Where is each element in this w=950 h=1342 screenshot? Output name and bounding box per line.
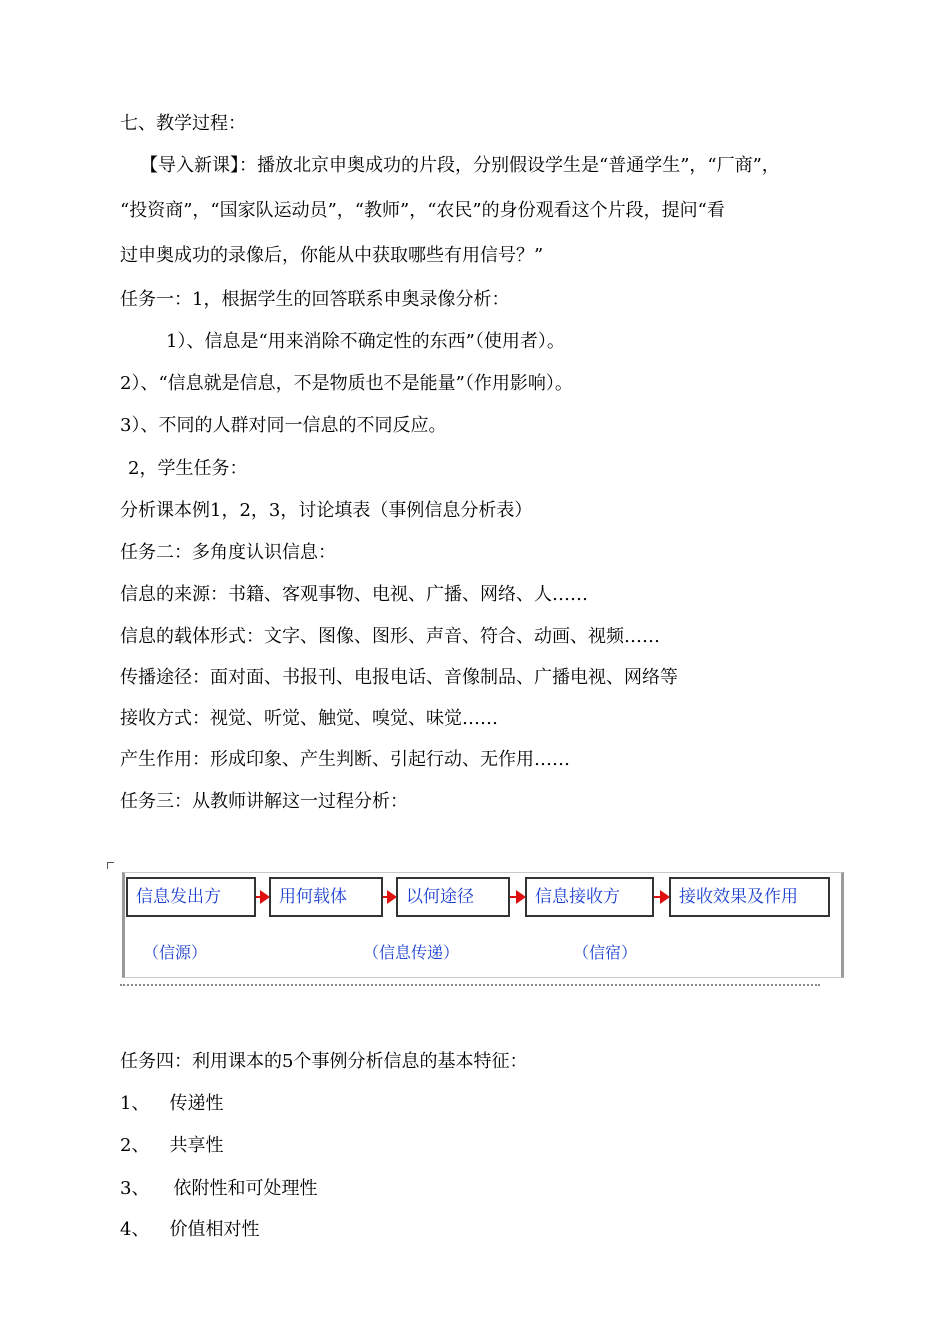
flow-box-sender: 信息发出方	[126, 877, 256, 917]
feature-number: 3、	[120, 1178, 150, 1199]
task-three-heading: 任务三：从教师讲解这一过程分析：	[120, 791, 408, 812]
reception-line: 接收方式：视觉、听觉、触觉、嗅觉、味觉……	[120, 708, 498, 729]
flow-arrow	[654, 896, 668, 898]
paragraph-intro-line-2: “投资商”，“国家队运动员”，“教师”，“农民”的身份观看这个片段，提问“看	[120, 200, 725, 221]
feature-number: 1、	[120, 1093, 150, 1114]
flow-box-receiver: 信息接收方	[525, 877, 654, 917]
flow-arrow	[510, 896, 524, 898]
task-one-point-1: 1）、信息是“用来消除不确定性的东西”（使用者）。	[166, 331, 565, 352]
student-task-heading: 2，学生任务：	[128, 458, 248, 479]
feature-number: 4、	[120, 1219, 150, 1240]
paragraph-intro-line-3: 过申奥成功的录像后，你能从中获取哪些有用信号？”	[120, 245, 544, 266]
information-flow-diagram	[107, 862, 847, 984]
feature-text: 依附性和可处理性	[173, 1178, 318, 1199]
task-one-heading: 任务一：1，根据学生的回答联系申奥录像分析：	[120, 289, 510, 310]
flow-box-effect: 接收效果及作用	[669, 877, 830, 917]
paragraph-intro-line-1: 【导入新课】：播放北京申奥成功的片段，分别假设学生是“普通学生”，“厂商”，	[140, 155, 780, 176]
transmission-line: 传播途径：面对面、书报刊、电报电话、音像制品、广播电视、网络等	[120, 667, 678, 688]
info-carrier-line: 信息的载体形式：文字、图像、图形、声音、符合、动画、视频……	[120, 626, 660, 647]
label-source: （信源）	[143, 943, 208, 962]
effect-line: 产生作用：形成印象、产生判断、引起行动、无作用……	[120, 749, 570, 770]
flow-arrow	[256, 896, 268, 898]
feature-item-3	[120, 1177, 317, 1201]
feature-text: 价值相对性	[169, 1219, 260, 1240]
label-transmission: （信息传递）	[363, 943, 460, 962]
corner-mark	[107, 862, 114, 869]
feature-item-1	[120, 1092, 223, 1116]
task-one-point-2: 2）、“信息就是信息，不是物质也不是能量”（作用影响）。	[120, 373, 573, 394]
label-sink: （信宿）	[573, 943, 638, 962]
info-source-line: 信息的来源：书籍、客观事物、电视、广播、网络、人……	[120, 584, 588, 605]
flow-box-carrier: 用何载体	[269, 877, 383, 917]
flow-box-channel: 以何途径	[396, 877, 510, 917]
feature-number: 2、	[120, 1135, 150, 1156]
feature-text: 传递性	[169, 1093, 224, 1114]
feature-text: 共享性	[169, 1135, 224, 1156]
student-task-text: 分析课本例1，2，3，讨论填表（事例信息分析表）	[120, 500, 533, 521]
section-title: 七、教学过程：	[120, 113, 246, 134]
task-four-heading: 任务四：利用课本的5个事例分析信息的基本特征：	[120, 1051, 528, 1072]
feature-item-2	[120, 1134, 223, 1158]
feature-item-4	[120, 1218, 259, 1242]
task-two-heading: 任务二：多角度认识信息：	[120, 542, 336, 563]
task-one-point-3: 3）、不同的人群对同一信息的不同反应。	[120, 415, 447, 436]
flow-arrow	[383, 896, 395, 898]
clipped-text-line	[120, 983, 820, 989]
